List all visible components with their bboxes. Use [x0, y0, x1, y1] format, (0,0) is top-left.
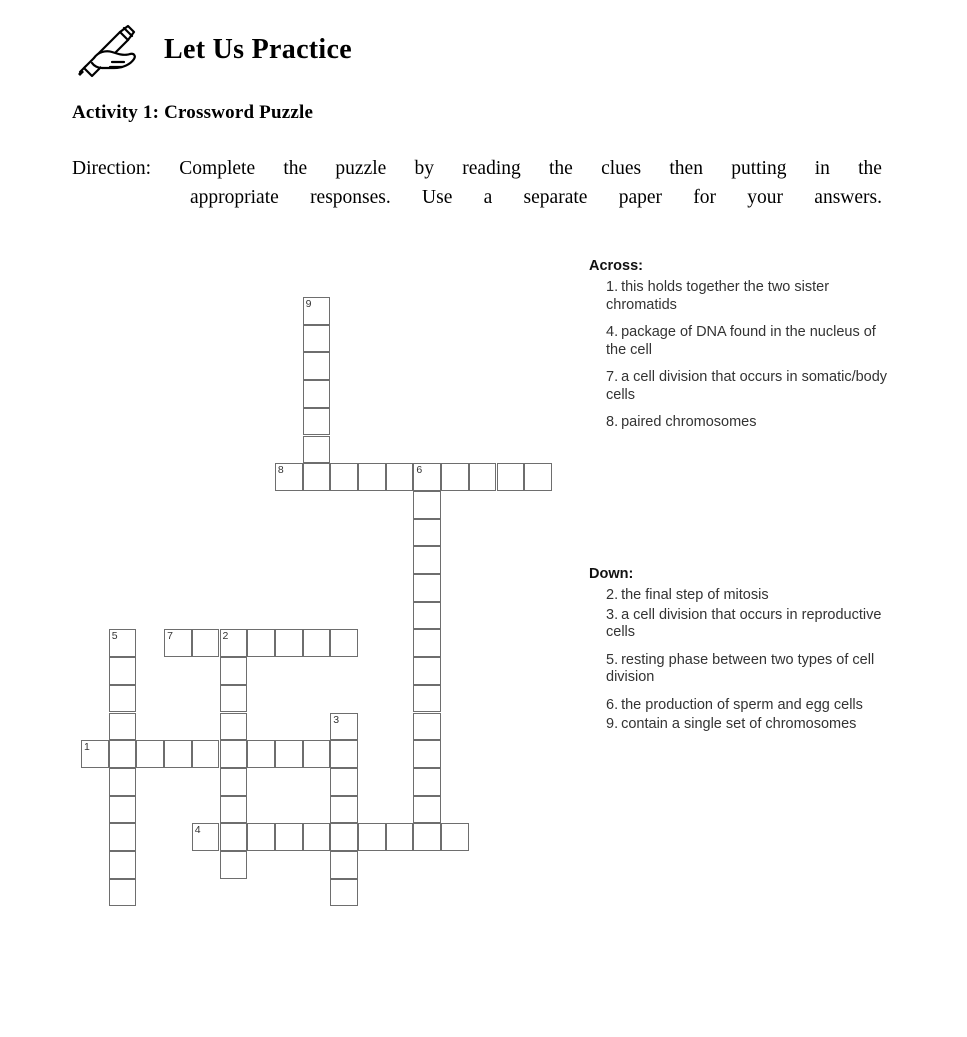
- direction-word: Complete: [179, 158, 256, 179]
- crossword-cell[interactable]: [220, 740, 248, 768]
- crossword-cell[interactable]: [164, 629, 192, 657]
- crossword-cell[interactable]: [303, 408, 331, 436]
- crossword-cell[interactable]: [303, 463, 331, 491]
- clues-across-section: [589, 258, 889, 442]
- crossword-cell[interactable]: [330, 463, 358, 491]
- direction-word: answers.: [814, 187, 882, 208]
- crossword-cell[interactable]: [220, 657, 248, 685]
- clue-number: 8.: [606, 414, 619, 430]
- clues-down-list: [589, 587, 889, 734]
- crossword-cell[interactable]: [109, 879, 137, 907]
- clue-item-across-7: [606, 369, 889, 404]
- direction-word: your: [747, 187, 784, 208]
- crossword-cell[interactable]: [109, 685, 137, 713]
- clue-text: a cell division that occurs in reproductive cells: [606, 606, 882, 640]
- clue-number: 7.: [606, 369, 619, 385]
- direction-line-2: [72, 184, 882, 212]
- crossword-cell[interactable]: [109, 713, 137, 741]
- clue-item-down-2: [606, 587, 889, 605]
- crossword-cell[interactable]: [413, 740, 441, 768]
- crossword-cell[interactable]: [247, 740, 275, 768]
- crossword-cell-number-3: 3: [333, 713, 340, 726]
- clue-text: paired chromosomes: [621, 414, 757, 430]
- crossword-cell[interactable]: [330, 879, 358, 907]
- crossword-cell[interactable]: [386, 823, 414, 851]
- crossword-cell-number-7: 7: [167, 630, 173, 643]
- crossword-cell[interactable]: [524, 463, 552, 491]
- clues-down-heading: Down:: [589, 566, 634, 582]
- direction-word: Use: [422, 187, 453, 208]
- crossword-cell[interactable]: [109, 740, 137, 768]
- clue-number: 5.: [606, 651, 619, 668]
- crossword-cell[interactable]: [109, 796, 137, 824]
- crossword-cell[interactable]: [275, 823, 303, 851]
- crossword-cell[interactable]: [81, 740, 109, 768]
- hand-writing-pencil-icon: [72, 22, 150, 78]
- crossword-cell[interactable]: [413, 685, 441, 713]
- crossword-cell[interactable]: [330, 823, 358, 851]
- crossword-cell[interactable]: [220, 713, 248, 741]
- crossword-cell[interactable]: [413, 519, 441, 547]
- crossword-cell[interactable]: [413, 796, 441, 824]
- crossword-cell[interactable]: [275, 629, 303, 657]
- crossword-cell[interactable]: [413, 491, 441, 519]
- clue-number: 6.: [606, 696, 619, 713]
- crossword-cell[interactable]: [441, 463, 469, 491]
- crossword-cell[interactable]: [303, 352, 331, 380]
- crossword-cell-number-5: 5: [111, 630, 118, 643]
- clue-text: package of DNA found in the nucleus of the cell: [606, 324, 876, 358]
- crossword-cell[interactable]: [303, 297, 331, 325]
- crossword-cell[interactable]: [303, 380, 331, 408]
- crossword-cell[interactable]: [330, 740, 358, 768]
- direction-block: [72, 155, 882, 212]
- crossword-cell[interactable]: [358, 463, 386, 491]
- page-title: Let Us Practice: [164, 34, 352, 65]
- clue-number: 2.: [606, 587, 619, 603]
- clue-item-across-8: [606, 414, 889, 432]
- crossword-cell[interactable]: [220, 685, 248, 713]
- direction-word: a: [483, 187, 493, 208]
- crossword-grid[interactable]: [81, 297, 581, 1037]
- direction-label: Direction:: [72, 158, 152, 179]
- clue-text: the final step of mitosis: [621, 587, 769, 603]
- crossword-cell[interactable]: [413, 602, 441, 630]
- direction-word: clues: [601, 158, 642, 179]
- page-header: [72, 22, 352, 78]
- crossword-cell[interactable]: [358, 823, 386, 851]
- clue-number: 3.: [606, 606, 619, 623]
- crossword-cell[interactable]: [413, 657, 441, 685]
- crossword-cell[interactable]: [330, 768, 358, 796]
- crossword-cell[interactable]: [413, 546, 441, 574]
- crossword-cell[interactable]: [109, 768, 137, 796]
- clue-item-down-5: [606, 652, 889, 687]
- crossword-cell[interactable]: [109, 851, 137, 879]
- crossword-cell[interactable]: [330, 851, 358, 879]
- direction-word: the: [549, 158, 573, 179]
- crossword-cell[interactable]: [330, 713, 358, 741]
- crossword-cell[interactable]: [275, 740, 303, 768]
- crossword-cell-number-2: 2: [222, 630, 229, 643]
- direction-word: paper: [618, 187, 662, 208]
- crossword-cell[interactable]: [303, 823, 331, 851]
- crossword-cell[interactable]: [220, 851, 248, 879]
- clue-item-down-6: [606, 697, 889, 715]
- crossword-cell[interactable]: [109, 823, 137, 851]
- crossword-cell[interactable]: [109, 657, 137, 685]
- crossword-cell[interactable]: [220, 629, 248, 657]
- clue-item-across-4: [606, 324, 889, 359]
- direction-word: the: [858, 158, 882, 179]
- crossword-cell[interactable]: [497, 463, 525, 491]
- crossword-cell-number-4: 4: [194, 824, 201, 837]
- crossword-cell[interactable]: [303, 629, 331, 657]
- crossword-cell[interactable]: [192, 740, 220, 768]
- crossword-cell[interactable]: [247, 629, 275, 657]
- clue-number: 4.: [606, 324, 619, 340]
- clue-item-down-9: [606, 716, 889, 734]
- clue-number: 9.: [606, 716, 619, 732]
- direction-word: for: [693, 187, 717, 208]
- crossword-cell[interactable]: [247, 823, 275, 851]
- clue-text: contain a single set of chromosomes: [621, 716, 857, 732]
- clue-text: a cell division that occurs in somatic/body cells: [606, 369, 888, 403]
- direction-word: puzzle: [335, 158, 387, 179]
- direction-word: separate: [523, 187, 588, 208]
- crossword-cell[interactable]: [109, 629, 137, 657]
- crossword-cell[interactable]: [220, 796, 248, 824]
- crossword-cell[interactable]: [192, 823, 220, 851]
- crossword-cell[interactable]: [192, 629, 220, 657]
- activity-title: Activity 1: Crossword Puzzle: [72, 102, 314, 123]
- crossword-cell[interactable]: [303, 436, 331, 464]
- crossword-cell[interactable]: [330, 629, 358, 657]
- clue-item-across-1: [606, 279, 889, 314]
- crossword-cell[interactable]: [413, 463, 441, 491]
- crossword-cell[interactable]: [303, 325, 331, 353]
- clues-across-heading: Across:: [589, 258, 643, 274]
- crossword-cell[interactable]: [413, 629, 441, 657]
- crossword-cell[interactable]: [413, 768, 441, 796]
- crossword-cell[interactable]: [330, 796, 358, 824]
- crossword-cell-number-1: 1: [84, 741, 90, 754]
- crossword-cell[interactable]: [469, 463, 497, 491]
- direction-word: putting: [731, 158, 787, 179]
- crossword-cell-number-8: 8: [277, 464, 284, 477]
- clue-text: resting phase between two types of cell division: [606, 651, 875, 685]
- crossword-cell[interactable]: [136, 740, 164, 768]
- crossword-cell[interactable]: [413, 713, 441, 741]
- crossword-cell[interactable]: [275, 463, 303, 491]
- clue-number: 1.: [606, 279, 619, 295]
- crossword-cell[interactable]: [441, 823, 469, 851]
- crossword-cell[interactable]: [413, 574, 441, 602]
- clues-across-list: [589, 279, 889, 432]
- crossword-cell[interactable]: [220, 768, 248, 796]
- crossword-cell-number-6: 6: [416, 464, 423, 477]
- direction-word: by: [414, 158, 435, 179]
- clue-text: the production of sperm and egg cells: [621, 696, 863, 713]
- crossword-cell[interactable]: [386, 463, 414, 491]
- direction-word: then: [669, 158, 703, 179]
- direction-word: in: [814, 158, 830, 179]
- crossword-cell[interactable]: [413, 823, 441, 851]
- direction-word: responses.: [310, 187, 391, 208]
- crossword-cell-number-9: 9: [305, 298, 312, 310]
- direction-word: reading: [462, 158, 521, 179]
- crossword-cell[interactable]: [303, 740, 331, 768]
- clues-down-section: [589, 566, 889, 744]
- direction-word: the: [283, 158, 308, 179]
- clue-text: this holds together the two sister chromatids: [606, 279, 830, 313]
- clue-item-down-3: [606, 607, 889, 642]
- direction-line-1: [72, 155, 882, 183]
- crossword-cell[interactable]: [220, 823, 248, 851]
- direction-word: appropriate: [190, 187, 279, 208]
- crossword-cell[interactable]: [164, 740, 192, 768]
